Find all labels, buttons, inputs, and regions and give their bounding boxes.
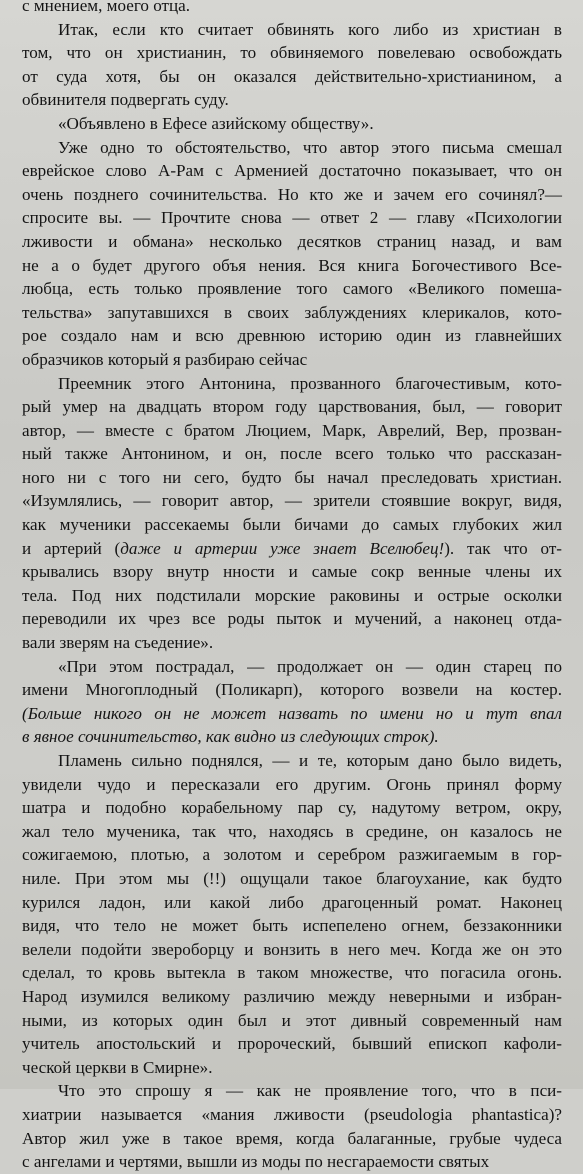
text-line: рый умер на двадцать втором году царствования, был, — говорит — [22, 397, 562, 417]
italic-span: даже и артерии уже знает Вселюбец! — [120, 538, 445, 558]
text-line: ческой церкви в Смирне». — [22, 1057, 213, 1077]
text-line: крывались взору внутр нности и самые сокр венные члены их — [22, 562, 562, 582]
paragraph-p3 — [22, 136, 562, 372]
text-line: ными, из которых один был и этот дивный современный нам — [22, 1010, 562, 1030]
paragraph-p1 — [22, 18, 562, 112]
text-line: хиатрии называется «мания лживости (pseudologia phantastica)? — [22, 1104, 562, 1124]
text-line: Итак, если кто считает обвинять кого либо из христиан в — [58, 19, 562, 39]
text-line — [22, 537, 562, 561]
text-line: Народ изумился великому различию между неверными и избран- — [22, 986, 562, 1006]
text-line: от суда хотя, бы он оказался действительно-христианином, а — [22, 66, 562, 86]
text-line: рое создало нам и всю древнюю историю один из главнейших — [22, 326, 562, 346]
text-line: ного ни с того ни сего, будто бы начал преследовать христиан. — [22, 467, 562, 487]
text-line: Пламень сильно поднялся, — и те, которым дано было видеть, — [58, 751, 562, 770]
text-line: (Больше никого он не может назвать по имени но и тут впал — [22, 703, 562, 723]
text-line: Уже одно то обстоятельство, что автор этого письма смешал — [58, 137, 562, 157]
paragraph-p2 — [22, 112, 562, 136]
text-line: учитель апостольский и пророческий, бывший епископ кафоли- — [22, 1034, 562, 1054]
text-line: как мученики рассекаемы были бичами до самых глубоких жил — [22, 515, 562, 535]
text-line: вали зверям на съедение». — [22, 633, 214, 653]
paragraph-p5 — [22, 655, 562, 749]
text-line: ный также Антонином, и он, после всего только что рассказан- — [22, 444, 562, 464]
text-line: переводили их чрез все роды пыток и мучений, а наконец отда- — [22, 609, 562, 629]
text-line: ниле. При этом мы (!!) ощущали такое благоухание, как будто — [22, 868, 562, 888]
text-line: еврейское слово А-Рам с Арменией достаточно показывает, что он — [22, 161, 562, 181]
text-line: «Изумлялись, — говорит автор, — зрители стоявшие вокруг, видя, — [22, 491, 562, 511]
text-line: видя, что тело не может быть испепелено огнем, беззаконники — [22, 916, 562, 936]
text-line: велели подойти звероборцу и вонзить в него меч. Когда же он это — [22, 939, 562, 959]
text-line: с ангелами и чертями, вышли из моды по несгараемости святых — [22, 1152, 490, 1172]
text-line: любца, есть только проявление того самого «Великого помеша- — [22, 279, 562, 299]
text-line: очень позднего сочинительства. Но кто же и зачем его сочинял?— — [22, 184, 562, 204]
text-line: обвинителя подвергать суду. — [22, 90, 229, 110]
paragraph-p7 — [22, 1079, 562, 1173]
text-span: и артерий ( — [22, 538, 121, 558]
text-line: «При этом пострадал, — продолжает он — один старец по — [58, 656, 562, 676]
text-line: имени Многоплодный (Поликарп), которого возвели на костер. — [22, 680, 562, 700]
text-line: жал тело мученика, так что, находясь в средине, он казалось не — [22, 821, 562, 841]
text-line: Автор жил уже в такое время, когда балаганные, грубые чудеса — [22, 1128, 562, 1148]
text-line: образчиков который я разбираю сейчас — [22, 349, 308, 369]
paragraph-p4 — [22, 372, 562, 655]
text-span: ). так что от- — [444, 538, 562, 558]
paragraph-p6 — [22, 749, 562, 1079]
text-line: спросите вы. — Прочтите снова — ответ 2 — главу «Психологии — [22, 208, 562, 228]
text-line: автор, — вместе с братом Люцием, Марк, Аврелий, Вер, прозван- — [22, 420, 562, 440]
text-column — [22, 0, 562, 1174]
text-line: сделал, то кровь вытекла в таком множестве, что погасила огонь. — [22, 963, 562, 983]
text-line: «Объявлено в Ефесе азийскому обществу». — [58, 113, 374, 133]
paragraph-p0 — [22, 0, 562, 18]
text-line: лживости и обмана» несколько десятков страниц назад, и вам — [22, 231, 562, 251]
text-line: том, что он христианин, то обвиняемого повелеваю освобождать — [22, 43, 562, 63]
text-line: с мнением, моего отца. — [22, 0, 191, 15]
text-line: не a о будет другого объя нения. Вся книга Богочестивого Все- — [22, 255, 562, 275]
text-line: курился ладон, или какой либо драгоценный ромат. Наконец — [22, 892, 562, 912]
text-line: шатра и подобно корабельному пар су, надутому ветром, окру, — [22, 798, 562, 818]
text-line: в явное сочинительство, как видно из следующих строк). — [22, 727, 439, 747]
text-line: тела. Под них подстилали морские раковины и острые осколки — [22, 585, 562, 605]
text-line: тельства» запутавшихся в своих заблуждениях клерикалов, кото- — [22, 302, 562, 322]
text-line: увидели чудо и пересказали его другим. Огонь принял форму — [22, 774, 562, 794]
text-line: Что это спрошу я — как не проявление того, что в пси- — [58, 1081, 562, 1101]
text-line: Преемник этого Антонина, прозванного благочестивым, кото- — [58, 373, 562, 393]
text-line: сожигаемою, плотью, а золотом и серебром разжигаемым в гор- — [22, 845, 562, 865]
